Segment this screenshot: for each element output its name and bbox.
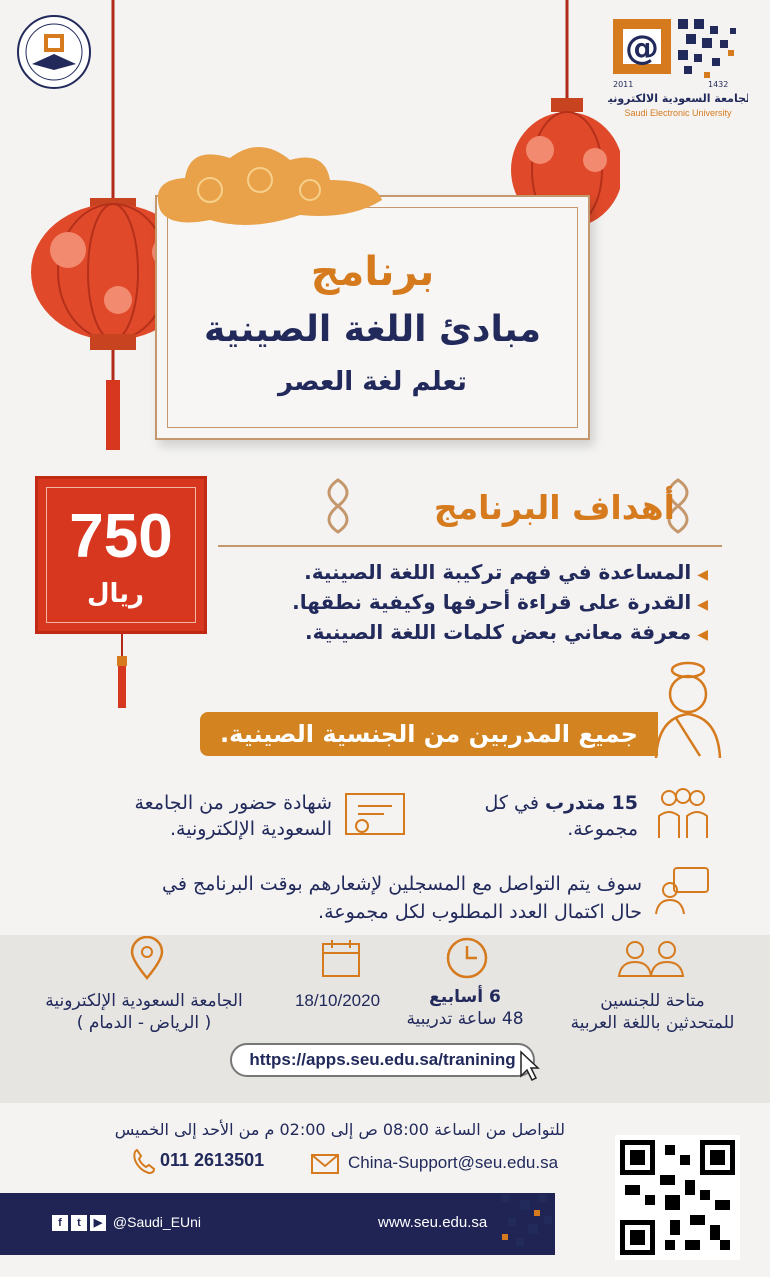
location-icon <box>130 936 164 980</box>
goal-text: القدرة على قراءة أحرفها وكيفية نطقها. <box>292 590 692 614</box>
program-tagline: تعلم لغة العصر <box>278 367 467 397</box>
goal-text: المساعدة في فهم تركيبة اللغة الصينية. <box>304 560 692 584</box>
brand-name-ar: الجامعة السعودية الالكترونية <box>608 92 748 105</box>
youtube-icon[interactable]: ▶ <box>90 1215 106 1231</box>
trainers-banner: جميع المدربين من الجنسية الصينية. <box>200 712 658 756</box>
title-board <box>155 195 590 440</box>
program-title: مبادئ اللغة الصينية <box>204 309 541 350</box>
pixel-pattern-icon <box>498 1190 558 1250</box>
cloud-decoration <box>150 140 390 230</box>
year-right: 1432 <box>708 80 729 89</box>
trainees-info <box>448 790 638 842</box>
brand-name-en: Saudi Electronic University <box>624 108 732 118</box>
price-tag <box>35 476 207 634</box>
twitter-icon[interactable]: t <box>71 1215 87 1231</box>
audience-line2: للمتحدثين باللغة العربية <box>570 1013 735 1033</box>
phone-icon <box>132 1148 156 1174</box>
teacher-icon <box>648 656 728 760</box>
goal-text: معرفة معاني بعض كلمات اللغة الصينية. <box>305 620 692 644</box>
price-currency: ريال <box>86 579 144 609</box>
trainees-rest: في كل مجموعة. <box>484 792 638 840</box>
goal-item: ◀القدرة على قراءة أحرفها وكيفية نطقها. <box>292 590 708 614</box>
svg-text:@: @ <box>625 28 659 68</box>
price-amount: 750 <box>69 502 173 571</box>
group-icon <box>655 786 711 840</box>
location-line1: الجامعة السعودية الإلكترونية <box>45 991 243 1011</box>
support-email[interactable]: China-Support@seu.edu.sa <box>348 1153 559 1172</box>
location-line2: ( الرياض - الدمام ) <box>76 1013 212 1033</box>
program-label: برنامج <box>310 249 435 295</box>
trainees-word: متدرب <box>544 792 606 814</box>
facebook-icon[interactable]: f <box>52 1215 68 1231</box>
notice-info: سوف يتم التواصل مع المسجلين لإشعارهم بوقت البرنامج في حال اكتمال العدد المطلوب لكل مجموعة. <box>162 873 642 923</box>
mail-icon <box>310 1153 340 1175</box>
contact-hours: للتواصل من الساعة 08:00 ص إلى 02:00 م من الأحد إلى الخميس <box>114 1120 565 1139</box>
duration-info <box>380 986 550 1030</box>
audience-line1: متاحة للجنسين <box>600 991 705 1011</box>
goal-item: ◀المساعدة في فهم تركيبة اللغة الصينية. <box>304 560 708 584</box>
registration-link[interactable]: https://apps.seu.edu.sa/tranining <box>230 1043 535 1077</box>
certificate-info: شهادة حضور من الجامعة السعودية الإلكترونية. <box>134 792 332 840</box>
goals-divider <box>218 545 722 547</box>
price-tag-tassel <box>112 634 132 710</box>
qr-code[interactable] <box>615 1135 740 1260</box>
duration-hours: 48 ساعة تدريبية <box>406 1009 524 1029</box>
seu-logo-mark <box>608 14 748 124</box>
certificate-icon <box>344 792 406 842</box>
calendar-icon <box>320 938 362 978</box>
cursor-icon <box>518 1050 540 1082</box>
seu-logo <box>608 14 748 124</box>
year-left: 2011 <box>613 80 634 89</box>
trainees-count: 15 <box>611 792 638 814</box>
start-date: 18/10/2020 <box>294 991 381 1010</box>
ornament-left-icon <box>318 478 358 534</box>
users-icon <box>615 938 687 980</box>
location-info <box>14 990 274 1034</box>
social-handle: @Saudi_EUni <box>112 1214 202 1230</box>
phone-number[interactable]: 011 2613501 <box>160 1150 265 1170</box>
chat-icon <box>654 866 710 916</box>
social-links <box>52 1214 201 1231</box>
audience-info <box>545 990 760 1034</box>
goal-item: ◀معرفة معاني بعض كلمات اللغة الصينية. <box>305 620 708 644</box>
goals-title: أهداف البرنامج <box>433 488 675 527</box>
website-link[interactable]: www.seu.edu.sa <box>378 1214 488 1231</box>
duration-weeks: 6 أسابيع <box>429 987 501 1007</box>
clock-icon <box>445 936 489 980</box>
